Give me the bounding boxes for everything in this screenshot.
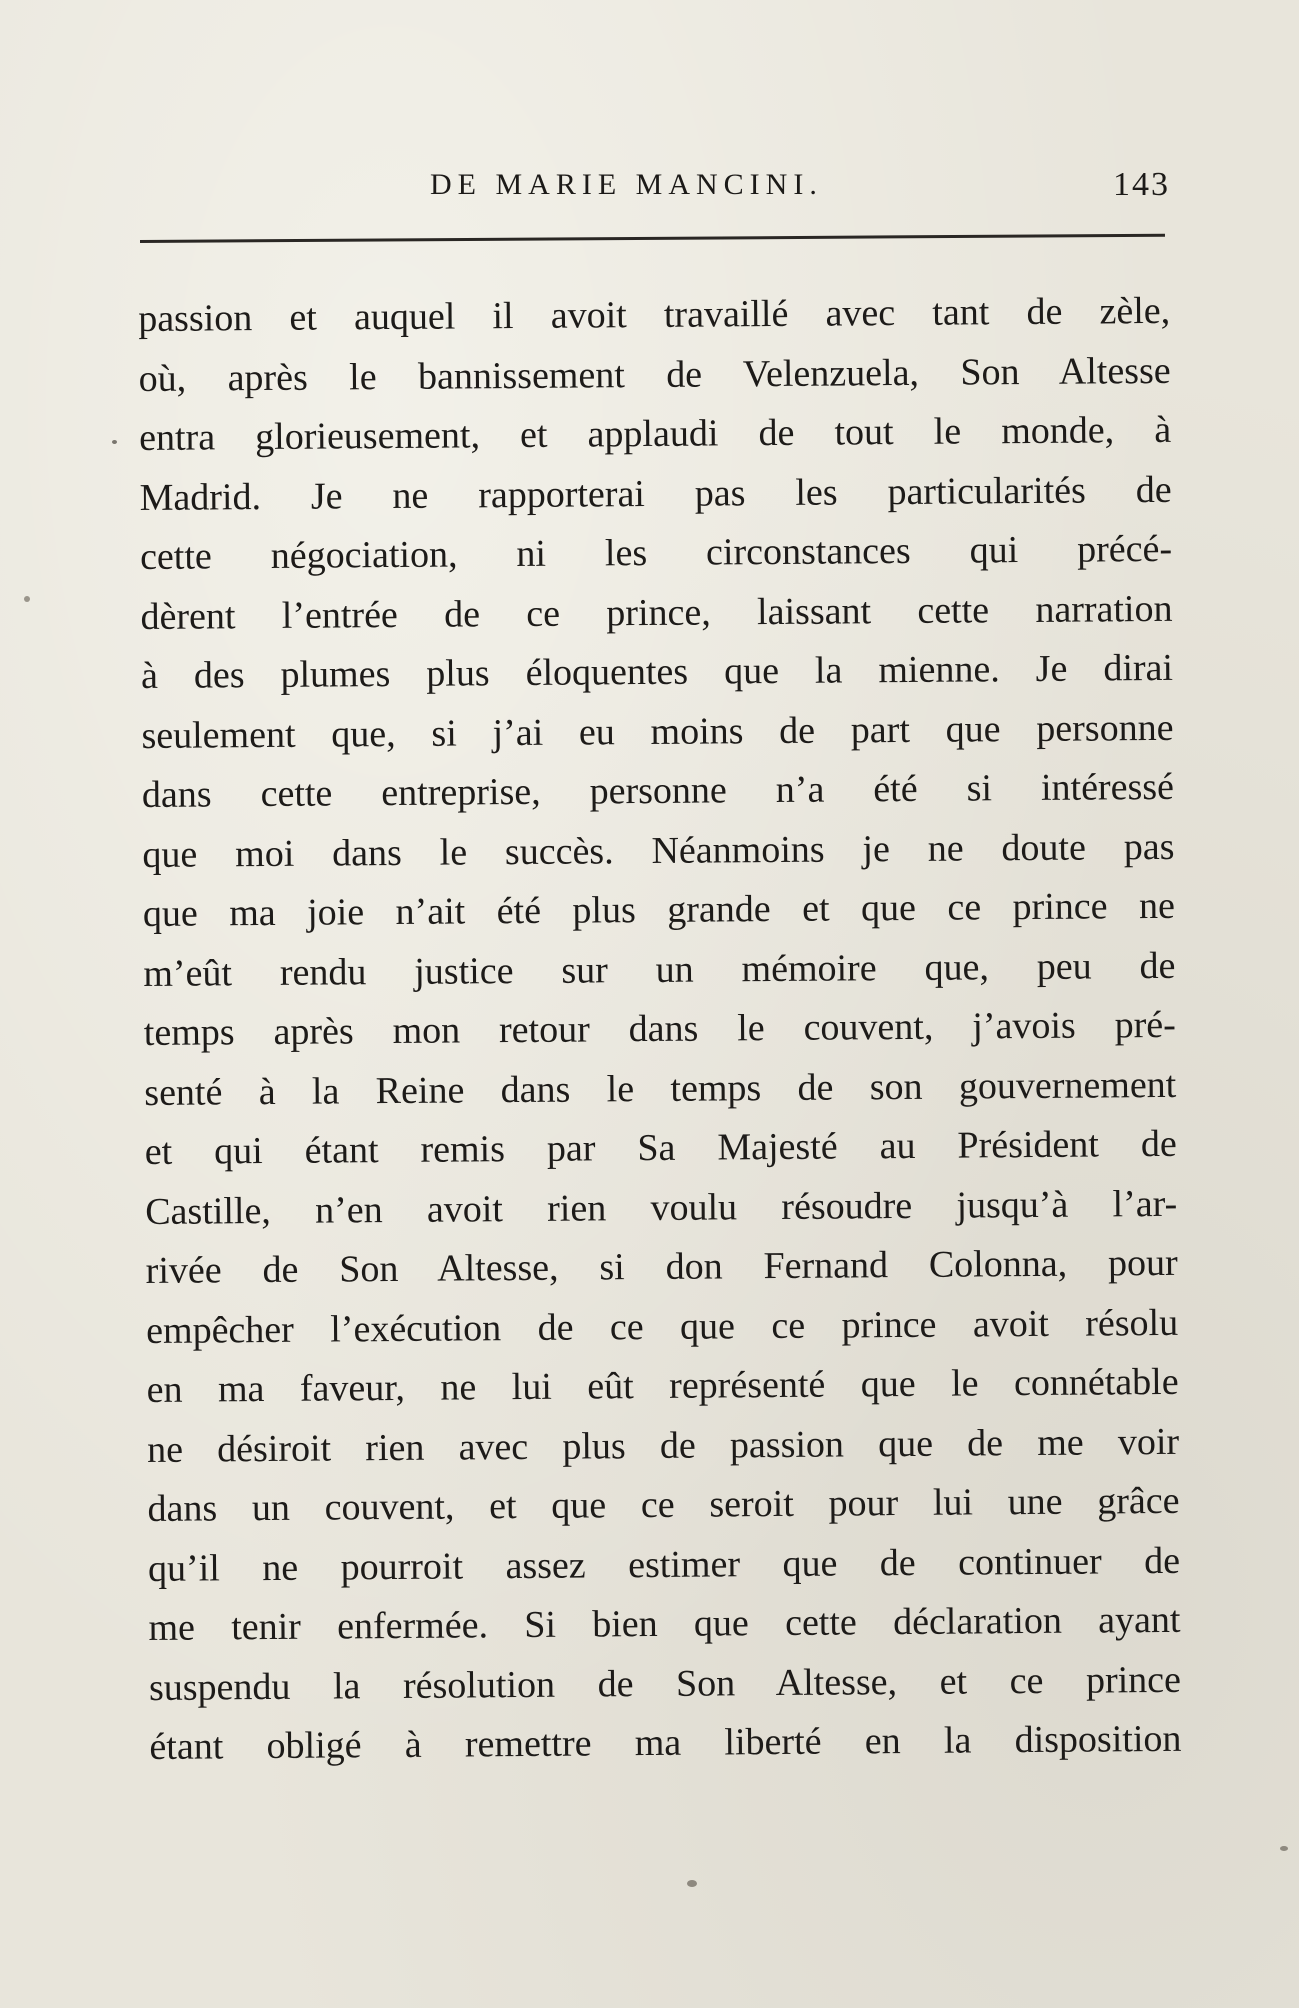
text-line: suspendu la résolution de Son Altesse, et ce prince	[148, 1658, 1182, 1709]
text-line: entra glorieusement, et applaudi de tout le monde, à	[138, 408, 1172, 459]
paper-speck	[24, 596, 30, 602]
paper-speck	[112, 440, 117, 444]
text-line: que moi dans le succès. Néanmoins je ne doute pas	[142, 825, 1175, 876]
text-line: Castille, n’en avoit rien voulu résoudre jusqu’à l’ar-	[145, 1182, 1178, 1233]
text-line: passion et auquel il avoit travaillé avec tant de zèle,	[138, 289, 1171, 340]
text-line: ne désiroit rien avec plus de passion que de me voir	[146, 1420, 1180, 1471]
text-line: senté à la Reine dans le temps de son gouvernement	[144, 1063, 1177, 1114]
text-line: étant obligé à remettre ma liberté en la disposition	[149, 1717, 1182, 1768]
text-line: dans un couvent, et que ce seroit pour lui une grâce	[147, 1479, 1180, 1530]
text-line: qu’il ne pourroit assez estimer que de continuer de	[147, 1539, 1181, 1590]
header-rule	[140, 234, 1165, 243]
text-line: cette négociation, ni les circonstances qui précé-	[139, 527, 1173, 578]
running-title: DE MARIE MANCINI.	[430, 168, 823, 201]
text-line: me tenir enfermée. Si bien que cette déclaration ayant	[148, 1598, 1181, 1649]
text-line: en ma faveur, ne lui eût représenté que le connétable	[146, 1360, 1179, 1411]
text-line: temps après mon retour dans le couvent, j’avois pré-	[143, 1003, 1176, 1054]
text-line: m’eût rendu justice sur un mémoire que, peu de	[143, 944, 1176, 995]
text-line: dans cette entreprise, personne n’a été si intéressé	[141, 765, 1175, 816]
text-line: et qui étant remis par Sa Majesté au Président de	[144, 1122, 1177, 1173]
text-line: à des plumes plus éloquentes que la mienne. Je dirai	[140, 646, 1174, 697]
text-line: Madrid. Je ne rapporterai pas les particularités de	[139, 468, 1172, 519]
text-line: où, après le bannissement de Velenzuela, Son Altesse	[138, 349, 1171, 400]
text-line: que ma joie n’ait été plus grande et que ce prince ne	[142, 884, 1176, 935]
paper-speck	[1280, 1846, 1288, 1851]
text-line: dèrent l’entrée de ce prince, laissant cette narration	[140, 587, 1173, 638]
paper-speck	[687, 1880, 697, 1887]
running-head	[140, 168, 1170, 218]
text-line: seulement que, si j’ai eu moins de part que personne	[141, 706, 1174, 757]
text-line: rivée de Son Altesse, si don Fernand Colonna, pour	[145, 1241, 1178, 1292]
page-number: 143	[1113, 166, 1170, 203]
body-text	[138, 282, 1182, 1778]
text-line: empêcher l’exécution de ce que ce prince avoit résolu	[146, 1301, 1179, 1352]
